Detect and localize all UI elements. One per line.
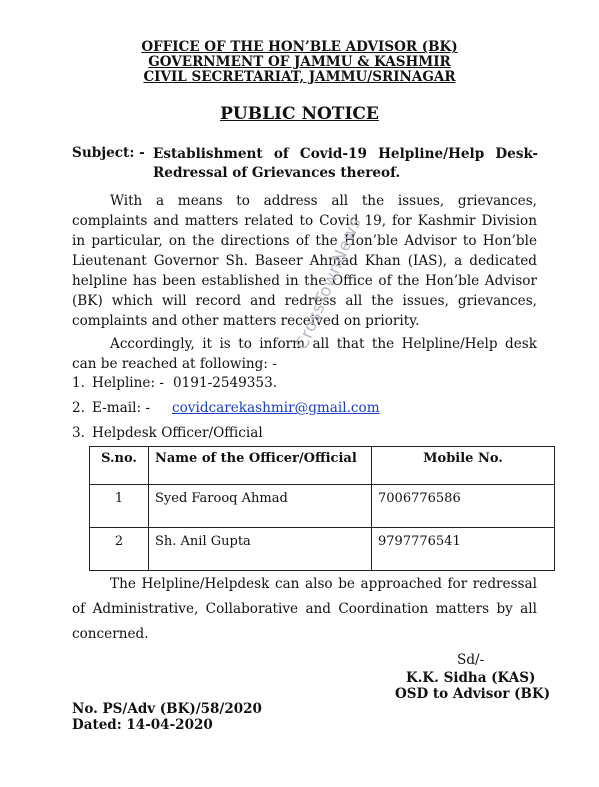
paragraph-intro: With a means to address all the issues, grievances, complaints and matters related to Covid 19, for Kashmir Division in particular, on the directions of the Hon’ble Advisor to Hon’ble Lieutenant Governor Sh. Baseer Ahmad Khan (IAS), a dedicated helpline has been established in the Office of the Hon’ble Advisor (BK) which will record and redress all the issues, grievances, complaints and other matters received on priority. [72,193,537,329]
officers-table [89,446,555,571]
cell-officer-name: Sh. Anil Gupta [149,528,372,571]
helpdesk-officer-label: Helpdesk Officer/Official [92,425,263,441]
list-number-2: 2. [72,400,85,416]
email-label: E-mail: - [92,400,150,416]
cell-sno: 2 [90,528,149,571]
office-header-line2: GOVERNMENT OF JAMMU & KASHMIR [148,54,451,70]
subject-text: Establishment of Covid-19 Helpline/Help Desk- Redressal of Grievances thereof. [153,146,538,181]
signatory-designation: OSD to Advisor (BK) [395,686,551,702]
cell-mobile: 9797776541 [372,528,555,571]
list-number-1: 1. [72,375,85,391]
reference-number: No. PS/Adv (BK)/58/2020 [72,701,262,717]
paragraph-contact-intro: Accordingly, it is to inform all that the Helpline/Help desk can be reached at following: - [72,336,537,372]
watermark-text: CrossTownNews [292,214,366,353]
list-number-3: 3. [72,425,85,441]
signatory-name: K.K. Sidha (KAS) [406,670,536,686]
subject-label: Subject: - [72,145,145,161]
table-header-row [90,447,555,485]
email-link[interactable]: covidcarekashmir@gmail.com [172,400,380,416]
cell-officer-name: Syed Farooq Ahmad [149,485,372,528]
column-header-sno: S.no. [90,447,149,485]
column-header-mobile: Mobile No. [372,447,555,485]
helpline-label: Helpline: - [92,375,164,391]
cell-mobile: 7006776586 [372,485,555,528]
notice-title: PUBLIC NOTICE [220,104,379,124]
helpline-number: 0191-2549353. [173,375,278,391]
column-header-name: Name of the Officer/Official [149,447,372,485]
notice-date: Dated: 14-04-2020 [72,717,213,733]
office-header-line1: OFFICE OF THE HON’BLE ADVISOR (BK) [141,39,458,55]
table-row [90,485,555,528]
signature-sd: Sd/- [457,652,485,668]
paragraph-closing: The Helpline/Helpdesk can also be approached for redressal of Administrative, Collaborative and Coordination matters by all concerned. [72,576,537,642]
cell-sno: 1 [90,485,149,528]
table-row [90,528,555,571]
office-header-line3: CIVIL SECRETARIAT, JAMMU/SRINAGAR [143,69,456,85]
